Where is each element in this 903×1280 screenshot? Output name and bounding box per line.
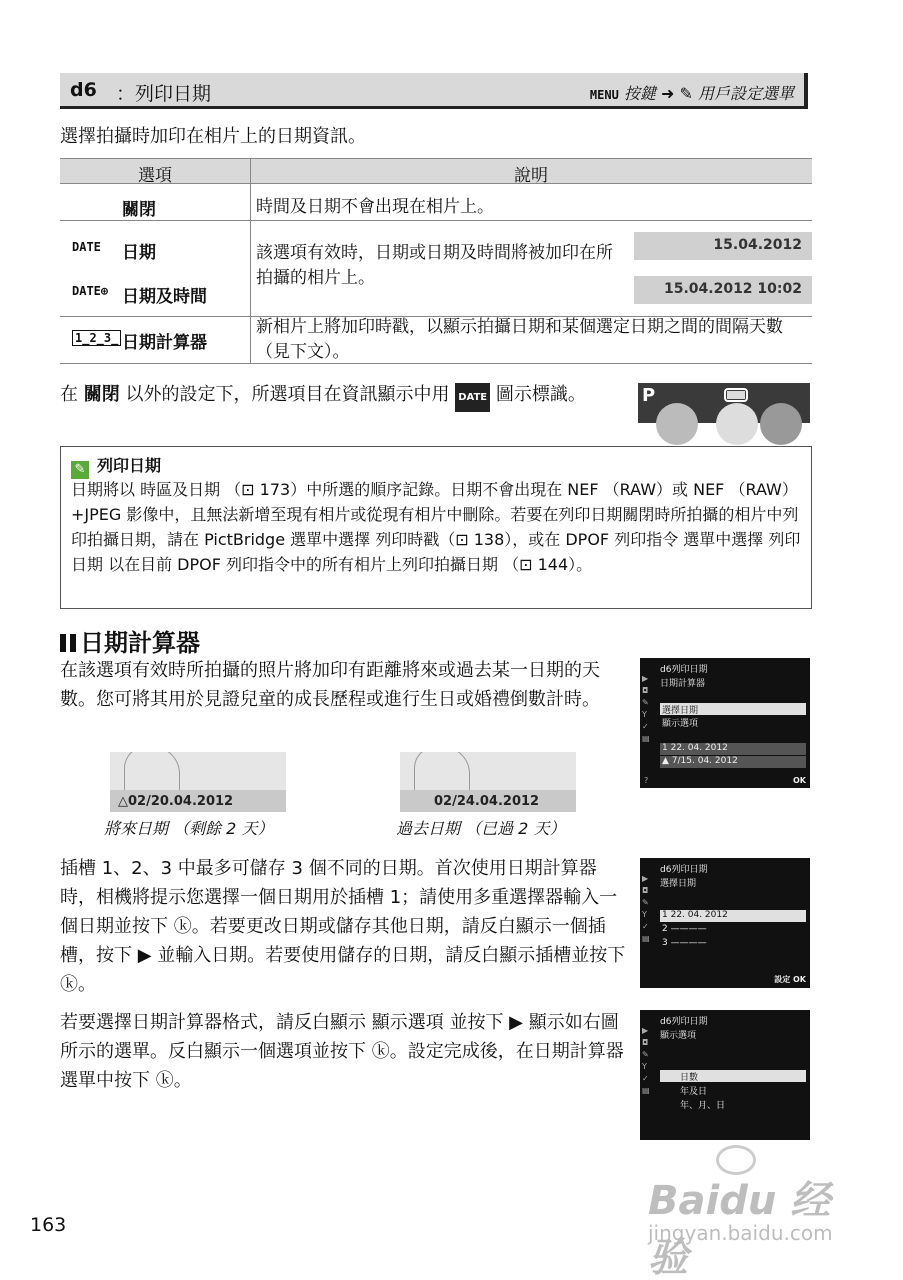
photo-stamp: △02/20.04.2012	[110, 790, 286, 812]
option-date-time: 日期及時間	[122, 287, 207, 307]
option-date-desc: 該選項有效時，日期或日期及時間將被加印在所拍攝的相片上。	[256, 243, 613, 288]
para-text: 在	[60, 384, 84, 405]
mode-p-icon: P	[642, 385, 656, 406]
note-title-text: 列印日期	[97, 456, 162, 475]
section-title-text: 日期計算器	[80, 629, 200, 657]
para-text: 圖示標識。	[490, 384, 586, 405]
dial-icon	[716, 403, 758, 445]
note-title	[71, 453, 161, 479]
column-divider	[250, 158, 251, 363]
menu-key-label: MENU	[589, 88, 619, 102]
option-date: 日期	[122, 243, 156, 263]
note-box	[60, 446, 812, 609]
photo-stamp: 02/24.04.2012	[400, 790, 576, 812]
col-desc-header: 說明	[514, 166, 548, 186]
option-row: 年及日	[680, 1087, 708, 1097]
section-header-bar	[60, 73, 808, 109]
past-date-photo	[400, 752, 576, 812]
menu-path	[590, 81, 794, 104]
off-label: 關閉	[83, 384, 120, 405]
intro-text: 選擇拍攝時加印在相片上的日期資訊。	[60, 126, 366, 147]
screen-footer: OK	[793, 776, 806, 785]
screen-subtitle: 選擇日期	[660, 879, 697, 889]
date-time-stamp-sample: 15.04.2012 10:02	[634, 276, 812, 304]
camera-screen-select-date	[640, 858, 810, 988]
setting-title: ：列印日期	[116, 83, 212, 105]
page-number: 163	[30, 1214, 67, 1236]
slot-row: 1 22. 04. 2012	[660, 910, 806, 922]
col-option-header: 選項	[138, 166, 172, 186]
info-display-image	[638, 383, 810, 423]
screen-subtitle: 顯示選項	[660, 1031, 697, 1041]
future-date-caption: 將來日期 （剩餘 2 天）	[104, 819, 274, 838]
slot-row: ▲ 7/15. 04. 2012	[660, 756, 806, 768]
menu-item: 選擇日期	[660, 703, 806, 715]
help-icon: ?	[644, 776, 649, 785]
camera-screen-date-counter	[640, 658, 810, 788]
date-time-icon: DATE⊕	[72, 284, 109, 298]
pencil-icon: ✎	[71, 461, 89, 479]
menu-item: 顯示選項	[662, 719, 699, 729]
highlight-circle	[724, 388, 748, 402]
option-row: 日數	[660, 1070, 806, 1082]
setting-code: d6	[70, 79, 97, 101]
section-title	[60, 623, 200, 658]
slot-row: 2 ————	[662, 924, 707, 934]
slot-row: 1 22. 04. 2012	[660, 743, 806, 755]
slots-instructions: 插槽 1、2、3 中最多可儲存 3 個不同的日期。首次使用日期計算器時，相機將提示您選擇一個日期用於插槽 1；請使用多重選擇器輸入一個日期並按下 ⓚ。若要更改日期或儲存其他日期，請反白顯示一個插槽，按下 ▶ 並輸入日期。若要使用儲存的日期，請反白顯示插槽並按下 ⓚ。	[60, 858, 626, 995]
camera-screen-display-options	[640, 1010, 810, 1140]
past-date-caption: 過去日期 （已過 2 天）	[396, 819, 566, 838]
date-icon: DATE	[72, 240, 101, 254]
date-badge-icon: DATE	[455, 383, 490, 412]
para-text: 以外的設定下，所選項目在資訊顯示中用	[119, 384, 456, 405]
screen-footer: 設定 OK	[774, 975, 806, 984]
option-row: 年、月、日	[680, 1101, 726, 1111]
row-divider	[60, 220, 812, 221]
menu-tab-icons: ▶ ◘ ✎ Y ✓ ▤	[642, 674, 650, 743]
watermark-url: jingyan.baidu.com	[648, 1221, 833, 1245]
screen-subtitle: 日期計算器	[660, 679, 706, 689]
option-date-counter: 日期計算器	[122, 333, 207, 353]
screen-title: d6列印日期	[660, 865, 708, 875]
future-date-photo	[110, 752, 286, 812]
section-marker-icon	[60, 634, 76, 652]
screen-title: d6列印日期	[660, 665, 708, 675]
table-header	[60, 158, 812, 184]
date-stamp-sample: 15.04.2012	[634, 232, 812, 260]
dial-icon	[656, 403, 698, 445]
menu-path-text: 按鍵 ➜ ✎ 用戶設定選單	[623, 84, 794, 103]
dial-icon	[760, 403, 802, 445]
option-off-desc: 時間及日期不會出現在相片上。	[256, 197, 494, 217]
watermark	[648, 1145, 858, 1280]
note-body: 日期將以 時區及日期 （⊡ 173）中所選的順序記錄。日期不會出現在 NEF （RAW）或 NEF （RAW） +JPEG 影像中，且無法新增至現有相片或從現有相片中刪除。若要在列印日期關閉時所拍攝的相片中列印拍攝日期，請在 PictBridge 選單中選擇 列印時戳（⊡ 138），或在 DPOF 列印指令 選單中選擇 列印日期 以在目前 DPOF 列印指令中的所有相片上列印拍攝日期 （⊡ 144）。	[71, 480, 801, 574]
date-counter-intro: 在該選項有效時所拍攝的照片將加印有距離將來或過去某一日期的天數。您可將其用於見證兒童的成長歷程或進行生日或婚禮倒數計時。	[60, 660, 600, 710]
watermark-brand: Baidu 经验	[648, 1178, 831, 1280]
menu-tab-icons: ▶ ◘ ✎ Y ✓ ▤	[642, 874, 650, 943]
menu-tab-icons: ▶ ◘ ✎ Y ✓ ▤	[642, 1026, 650, 1095]
option-off: 關閉	[122, 200, 156, 220]
slot-row: 3 ————	[662, 938, 707, 948]
date-counter-icon: 1̲2̲3̲	[72, 330, 121, 346]
format-instructions: 若要選擇日期計算器格式，請反白顯示 顯示選項 並按下 ▶ 顯示如右圖所示的選單。反白顯示一個選項並按下 ⓚ。設定完成後，在日期計算器選單中按下 ⓚ。	[60, 1012, 624, 1091]
option-date-counter-desc: 新相片上將加印時戳，以顯示拍攝日期和某個選定日期之間的間隔天數 （見下文）。	[256, 317, 783, 362]
info-display-note	[60, 381, 630, 412]
screen-title: d6列印日期	[660, 1017, 708, 1027]
